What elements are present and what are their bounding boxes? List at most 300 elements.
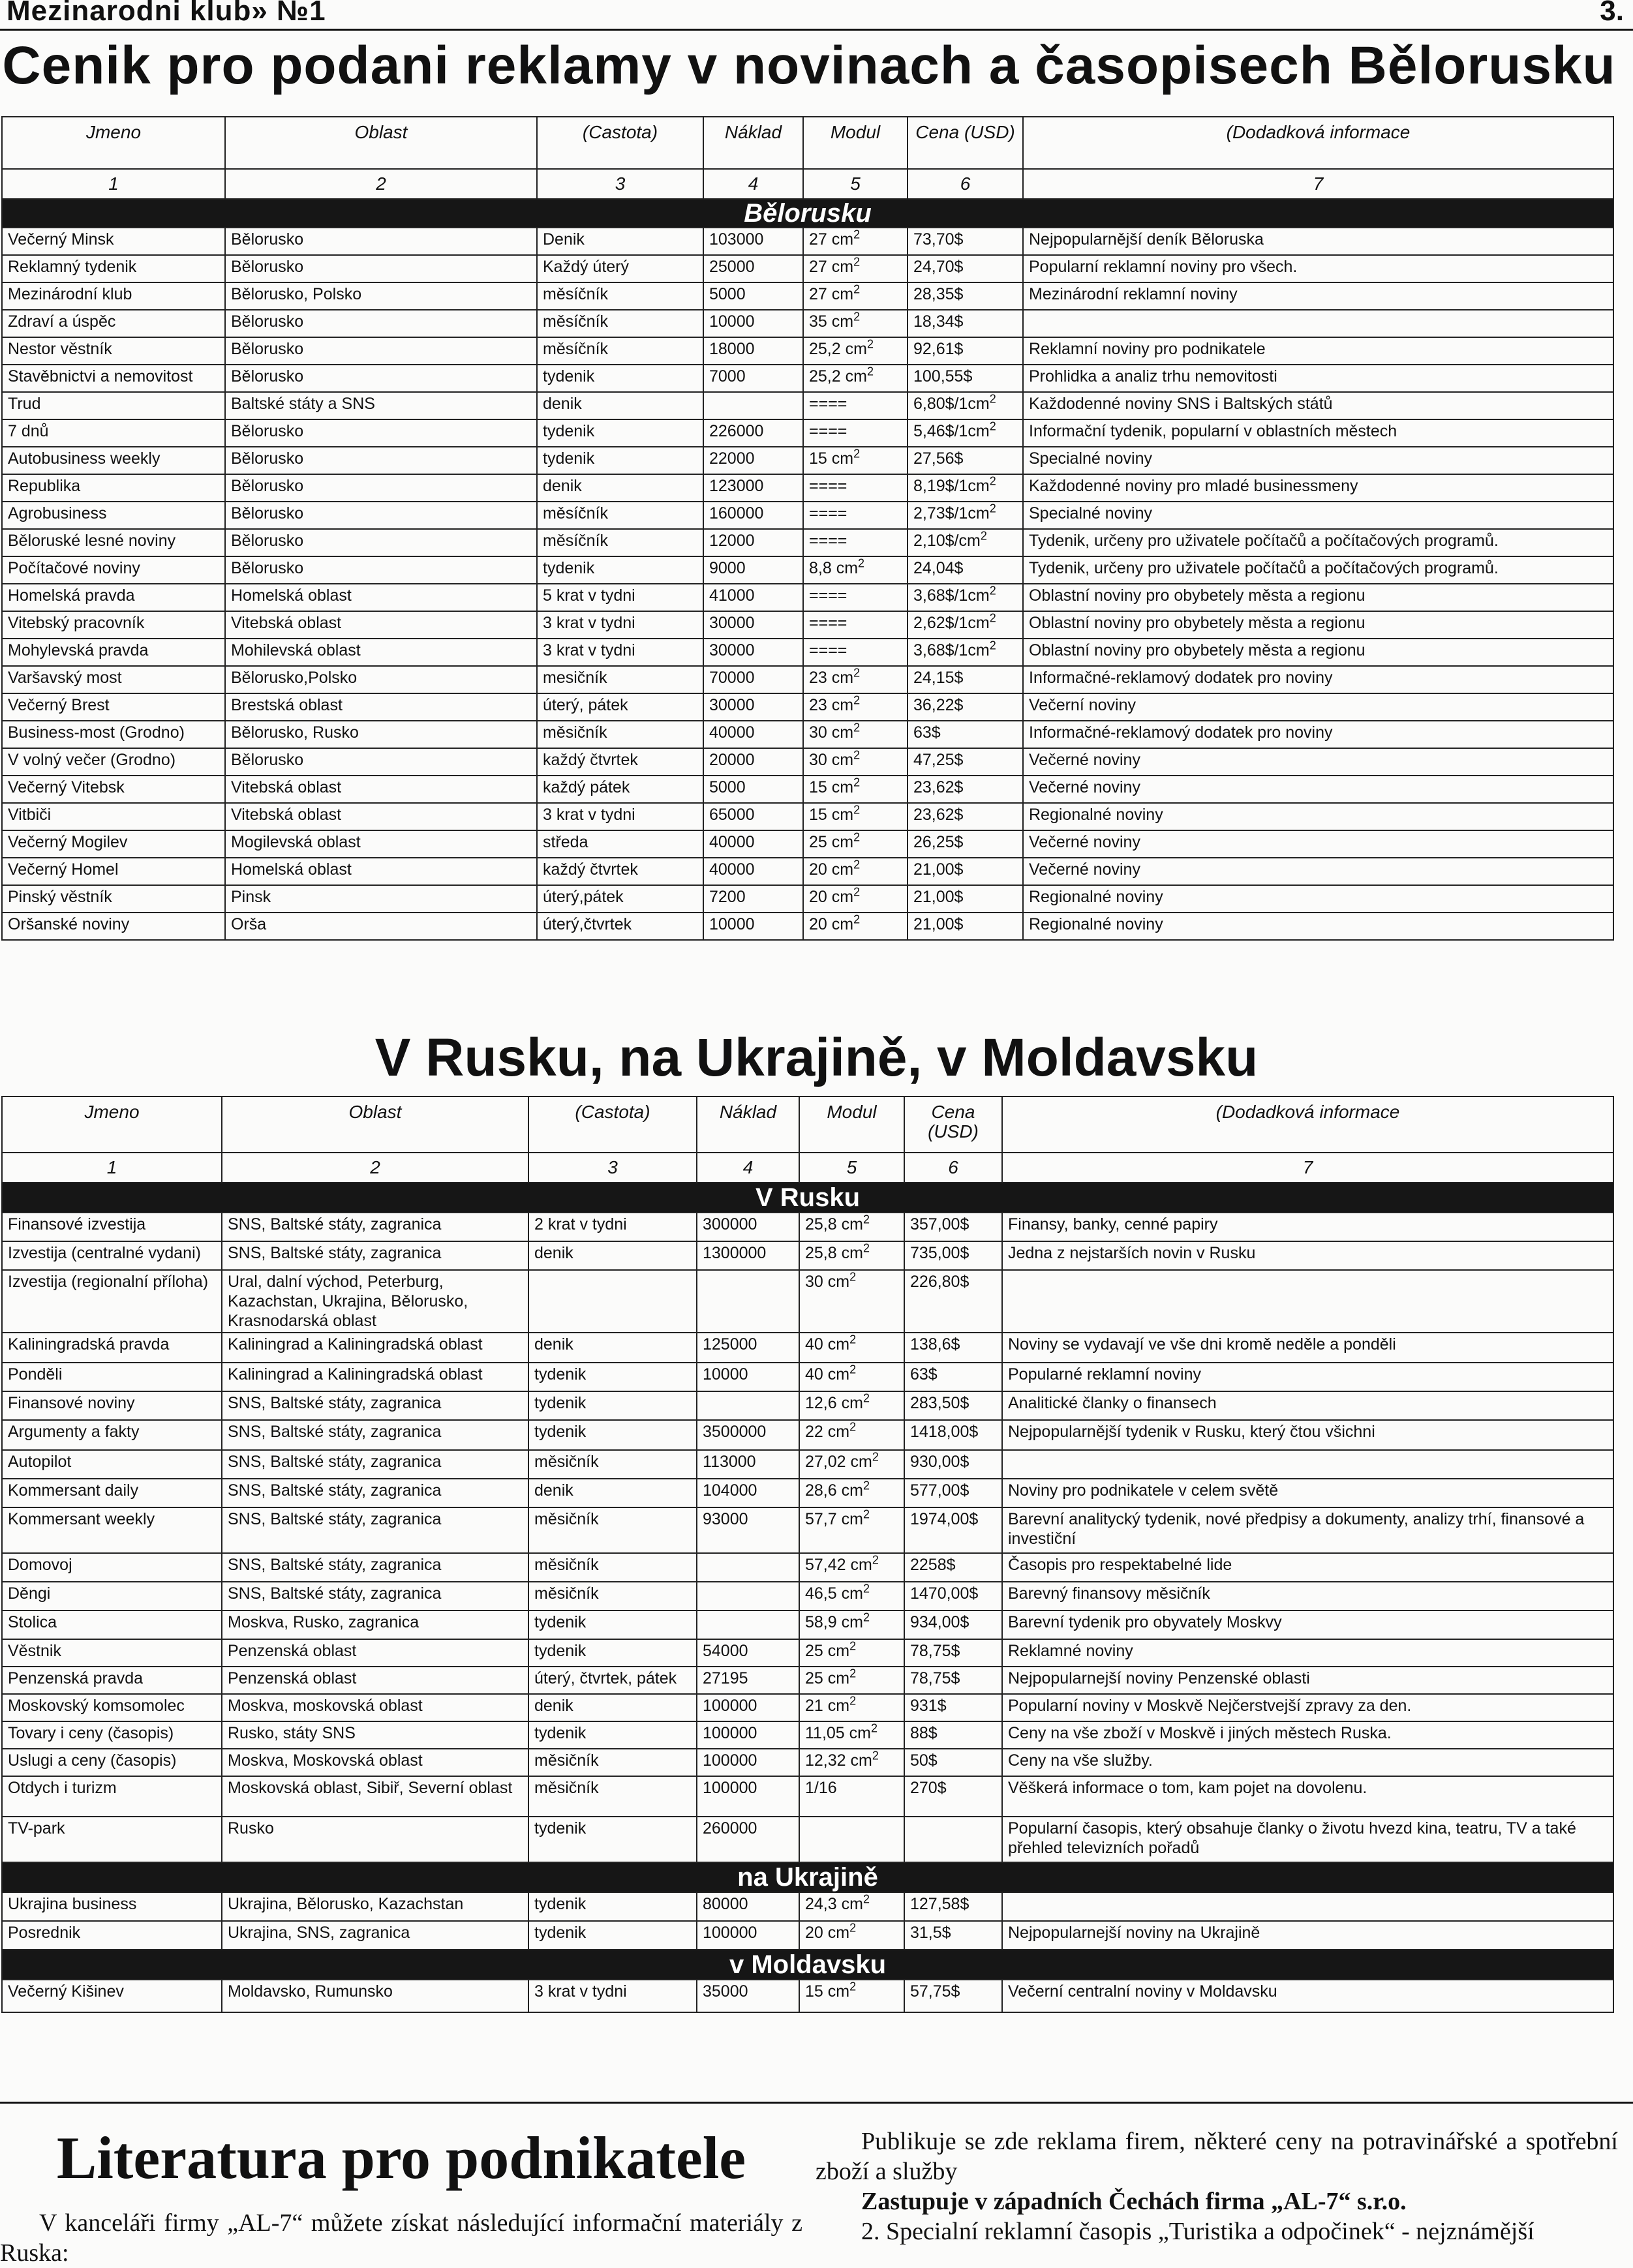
cell-module: 21 $cm^2$ [799, 1694, 904, 1721]
cell-module: ==== [803, 529, 908, 556]
cell-info: Informačné-reklamový dodatek pro noviny [1023, 666, 1613, 693]
col-number: 4 [697, 1153, 799, 1183]
header-journal-name: Mezinarodni klub» №1 [7, 0, 326, 27]
table-row [2, 885, 1613, 913]
cell-circulation: 3500000 [697, 1420, 799, 1450]
table-row [2, 1582, 1613, 1610]
cell-circulation: 100000 [697, 1921, 799, 1950]
cell-module: 25 $cm^2$ [799, 1667, 904, 1694]
cell-name: Izvestija (centralné vydani) [2, 1241, 222, 1270]
cell-circulation: 30000 [703, 693, 803, 721]
cell-region: Brestská oblast [225, 693, 537, 721]
cell-name: Děngi [2, 1582, 222, 1610]
cell-name: Penzenská pravda [2, 1667, 222, 1694]
cell-frequency: 3 krat v tydni [537, 639, 703, 666]
cell-module: 23 $cm^2$ [803, 666, 908, 693]
cell-info: Oblastní noviny pro obybetely města a regionu [1023, 584, 1613, 611]
table-row [2, 1270, 1613, 1333]
cell-frequency: tydenik [528, 1721, 697, 1749]
table-row [2, 803, 1613, 830]
cell-name: Kommersant weekly [2, 1507, 222, 1553]
cell-frequency: měsičník [528, 1582, 697, 1610]
cell-info: Večerní centralní noviny v Moldavsku [1002, 1980, 1613, 2012]
cell-price: $6,80\$/1cm^2$ [908, 392, 1023, 419]
cell-name: Autobusiness weekly [2, 447, 225, 474]
cell-region: SNS, Baltské státy, zagranica [222, 1479, 528, 1507]
superscript: 2 [853, 228, 861, 241]
cell-info: Popularní noviny v Moskvě Nejčerstvejší zpravy za den. [1002, 1694, 1613, 1721]
table-row [2, 1391, 1613, 1420]
superscript: 2 [862, 1892, 870, 1906]
cell-info: Finansy, banky, cenné papiry [1002, 1213, 1613, 1241]
cell-price: 78,75$ [904, 1667, 1002, 1694]
cell-price: 73,70$ [908, 228, 1023, 255]
cell-circulation: 40000 [703, 721, 803, 748]
superscript: 2 [862, 1213, 870, 1226]
cell-price: 24,70$ [908, 255, 1023, 282]
col-header-info: (Dodadková informace [1002, 1096, 1613, 1153]
cell-circulation: 70000 [703, 666, 803, 693]
superscript: 2 [853, 776, 861, 789]
cell-circulation: 123000 [703, 474, 803, 502]
cell-frequency: 3 krat v tydni [537, 803, 703, 830]
cell-module: 20 $cm^2$ [803, 858, 908, 885]
header-row [2, 1096, 1613, 1153]
cell-name: 7 dnů [2, 419, 225, 447]
table-row [2, 1980, 1613, 2012]
table-row [2, 1667, 1613, 1694]
cell-circulation [697, 1553, 799, 1582]
superscript: 2 [853, 885, 861, 899]
cell-frequency: měsičník [537, 721, 703, 748]
cell-price: 92,61$ [908, 337, 1023, 365]
cell-info: Reklamné noviny [1002, 1639, 1613, 1667]
cell-module: 40 $cm^2$ [799, 1363, 904, 1391]
cell-region: Moskva, moskovská oblast [222, 1694, 528, 1721]
superscript: 2 [989, 611, 996, 625]
cell-module: 27,02 $cm^2$ [799, 1450, 904, 1479]
table-row [2, 392, 1613, 419]
cell-info: Specialné noviny [1023, 447, 1613, 474]
cell-frequency: měsíčník [537, 529, 703, 556]
col-number: 1 [2, 169, 225, 199]
superscript: 2 [849, 1667, 857, 1680]
cell-name: Trud [2, 392, 225, 419]
cell-name: Ponděli [2, 1363, 222, 1391]
col-header-name: Jmeno [2, 117, 225, 169]
col-number: 5 [799, 1153, 904, 1183]
cell-info: Každodenné noviny pro mladé businessmeny [1023, 474, 1613, 502]
superscript: 2 [853, 282, 861, 296]
cell-price: 577,00$ [904, 1479, 1002, 1507]
cell-frequency: středa [537, 830, 703, 858]
cell-name: Věstnik [2, 1639, 222, 1667]
table-row [2, 419, 1613, 447]
table-row [2, 1213, 1613, 1241]
col-number: 3 [537, 169, 703, 199]
cell-circulation: 22000 [703, 447, 803, 474]
table-row [2, 365, 1613, 392]
cell-price: 28,35$ [908, 282, 1023, 310]
cell-price: 23,62$ [908, 803, 1023, 830]
cell-module: 35 $cm^2$ [803, 310, 908, 337]
superscript: 2 [872, 1749, 879, 1762]
table-row [2, 1921, 1613, 1950]
superscript: 2 [866, 337, 874, 351]
cell-name: Nestor věstník [2, 337, 225, 365]
cell-module: 15 $cm^2$ [803, 447, 908, 474]
cell-name: Uslugi a ceny (časopis) [2, 1749, 222, 1776]
cell-price: $3,68\$/1cm^2$ [908, 639, 1023, 666]
cell-frequency: každý pátek [537, 776, 703, 803]
superscript: 2 [853, 830, 861, 844]
cell-region: Bělorusko [225, 556, 537, 584]
superscript: 2 [862, 1241, 870, 1255]
right-paragraph-1: Publikuje se zde reklama firem, některé ceny na potravinářské a spotřební zboží a služby [816, 2128, 1618, 2185]
col-header-region: Oblast [225, 117, 537, 169]
cell-info: Oblastní noviny pro obybetely města a regionu [1023, 611, 1613, 639]
table-row [2, 228, 1613, 255]
cell-info: Barevní analitycký tydenik, nové předpisy a dokumenty, analizy trhí, finansové a investiční [1002, 1507, 1613, 1553]
col-number: 4 [703, 169, 803, 199]
col-header-price: Cena (USD) [908, 117, 1023, 169]
cell-info [1002, 1450, 1613, 1479]
cell-region: Moldavsko, Rumunsko [222, 1980, 528, 2012]
col-number: 2 [222, 1153, 528, 1183]
cell-price: 47,25$ [908, 748, 1023, 776]
cell-circulation: 80000 [697, 1892, 799, 1921]
cell-info: Tydenik, určeny pro uživatele počítačů a počítačových programů. [1023, 529, 1613, 556]
table-row [2, 1553, 1613, 1582]
cell-region: Moskovská oblast, Sibiř, Severní oblast [222, 1776, 528, 1817]
cell-price: 88$ [904, 1721, 1002, 1749]
cell-region: Mogilevská oblast [225, 830, 537, 858]
cell-circulation: 1300000 [697, 1241, 799, 1270]
cell-price: $3,68\$/1cm^2$ [908, 584, 1023, 611]
cell-price: 1418,00$ [904, 1420, 1002, 1450]
cell-name: Domovoj [2, 1553, 222, 1582]
superscript: 2 [870, 1721, 878, 1735]
cell-name: Večerný Vitebsk [2, 776, 225, 803]
cell-module: 15 $cm^2$ [803, 803, 908, 830]
cell-circulation: 7000 [703, 365, 803, 392]
cell-price: 26,25$ [908, 830, 1023, 858]
cell-name: Ukrajina business [2, 1892, 222, 1921]
right-paragraph-2: Zastupuje v západních Čechách firma „AL-7“ s.r.o. [861, 2188, 1407, 2215]
cell-name: Autopilot [2, 1450, 222, 1479]
header-divider [0, 29, 1633, 31]
cell-module: ==== [803, 502, 908, 529]
superscript: 2 [849, 1363, 857, 1376]
cell-info: Večerné noviny [1023, 858, 1613, 885]
superscript: 2 [849, 1333, 857, 1346]
cell-frequency: denik [537, 392, 703, 419]
superscript: 2 [853, 255, 861, 269]
section-row [2, 199, 1613, 228]
cell-price: 226,80$ [904, 1270, 1002, 1333]
cell-region: Bělorusko [225, 502, 537, 529]
cell-module: ==== [803, 474, 908, 502]
cell-frequency: měsíčník [537, 282, 703, 310]
superscript: 2 [853, 913, 861, 926]
section-russia: V Rusku [2, 1183, 1613, 1213]
cell-info: Noviny pro podnikatele v celem světě [1002, 1479, 1613, 1507]
cell-circulation [697, 1270, 799, 1333]
cell-circulation: 100000 [697, 1776, 799, 1817]
cell-name: Moskovský komsomolec [2, 1694, 222, 1721]
table-row [2, 1694, 1613, 1721]
cell-info: Nejpopularnější deník Běloruska [1023, 228, 1613, 255]
cell-region: SNS, Baltské státy, zagranica [222, 1507, 528, 1553]
cell-frequency: tydenik [537, 556, 703, 584]
cell-circulation [697, 1582, 799, 1610]
cell-circulation: 10000 [703, 913, 803, 940]
cell-name: Večerný Mogilev [2, 830, 225, 858]
superscript: 2 [853, 310, 861, 324]
cell-circulation: 65000 [703, 803, 803, 830]
cell-circulation: 260000 [697, 1817, 799, 1862]
cell-circulation: 5000 [703, 282, 803, 310]
cell-info: Regionalné noviny [1023, 885, 1613, 913]
cell-name: Vitebský pracovník [2, 611, 225, 639]
cell-info: Časopis pro respektabelné lide [1002, 1553, 1613, 1582]
cell-circulation: 125000 [697, 1333, 799, 1363]
cell-circulation: 41000 [703, 584, 803, 611]
cell-module: 57,7 $cm^2$ [799, 1507, 904, 1553]
cell-info: Informačné-reklamový dodatek pro noviny [1023, 721, 1613, 748]
cell-price: 21,00$ [908, 885, 1023, 913]
cell-region: Moskva, Rusko, zagranica [222, 1610, 528, 1639]
cell-name: Zdraví a úspěc [2, 310, 225, 337]
cell-info: Barevný finansovy měsičník [1002, 1582, 1613, 1610]
cell-region: SNS, Baltské státy, zagranica [222, 1420, 528, 1450]
table-row [2, 693, 1613, 721]
table-row [2, 776, 1613, 803]
cell-price: 138,6$ [904, 1333, 1002, 1363]
cell-info: Reklamní noviny pro podnikatele [1023, 337, 1613, 365]
cell-circulation: 9000 [703, 556, 803, 584]
cell-price: 930,00$ [904, 1450, 1002, 1479]
cell-module: 1/16 [799, 1776, 904, 1817]
cell-info: Popularné reklamní noviny [1002, 1363, 1613, 1391]
cell-circulation: 10000 [697, 1363, 799, 1391]
col-number: 5 [803, 169, 908, 199]
cell-region: Bělorusko [225, 474, 537, 502]
cell-module: 25,2 $cm^2$ [803, 365, 908, 392]
cell-info: Popularní časopis, který obsahuje članky o životu hvezd kina, teatru, TV a také přehled televizních pořadů [1002, 1817, 1613, 1862]
cell-region: Bělorusko, Rusko [225, 721, 537, 748]
cell-name: Varšavský most [2, 666, 225, 693]
cell-frequency [528, 1270, 697, 1333]
superscript: 2 [858, 556, 865, 570]
cell-price: 57,75$ [904, 1980, 1002, 2012]
cell-module: 25,8 $cm^2$ [799, 1213, 904, 1241]
table-row [2, 502, 1613, 529]
cell-module: 58,9 $cm^2$ [799, 1610, 904, 1639]
cell-info: Ceny na vše služby. [1002, 1749, 1613, 1776]
cell-region: Moskva, Moskovská oblast [222, 1749, 528, 1776]
cell-circulation: 30000 [703, 639, 803, 666]
cell-module: ==== [803, 392, 908, 419]
table-row [2, 1333, 1613, 1363]
cell-module: 30 $cm^2$ [799, 1270, 904, 1333]
table-row [2, 556, 1613, 584]
cell-region: Homelská oblast [225, 584, 537, 611]
cell-info [1002, 1270, 1613, 1333]
cell-circulation: 103000 [703, 228, 803, 255]
cell-region: Ukrajina, Bělorusko, Kazachstan [222, 1892, 528, 1921]
table-row [2, 474, 1613, 502]
superscript: 2 [849, 1694, 857, 1708]
col-header-frequency: (Castota) [537, 117, 703, 169]
cell-region: Ukrajina, SNS, zagranica [222, 1921, 528, 1950]
cell-circulation: 100000 [697, 1749, 799, 1776]
col-number: 6 [904, 1153, 1002, 1183]
cell-price: 50$ [904, 1749, 1002, 1776]
cell-name: Tovary i ceny (časopis) [2, 1721, 222, 1749]
table-russia-ukraine-moldova [1, 1096, 1614, 2013]
cell-module: 12,32 $cm^2$ [799, 1749, 904, 1776]
cell-name: Běloruské lesné noviny [2, 529, 225, 556]
cell-info: Ceny na vše zboží v Moskvě i jiných městech Ruska. [1002, 1721, 1613, 1749]
section-belarus: Bělorusku [2, 199, 1613, 228]
cell-region: Bělorusko,Polsko [225, 666, 537, 693]
cell-name: Stavěbnictvi a nemovitost [2, 365, 225, 392]
cell-frequency: denik [528, 1479, 697, 1507]
table-row [2, 639, 1613, 666]
superscript: 2 [989, 392, 996, 406]
cell-frequency: měsičník [528, 1776, 697, 1817]
superscript: 2 [853, 721, 861, 734]
col-number: 3 [528, 1153, 697, 1183]
cell-module: 30 $cm^2$ [803, 721, 908, 748]
table-row [2, 337, 1613, 365]
cell-info [1023, 310, 1613, 337]
superscript: 2 [853, 748, 861, 762]
cell-frequency: měsičník [528, 1749, 697, 1776]
table-row [2, 1420, 1613, 1450]
cell-name: Mohylevská pravda [2, 639, 225, 666]
cell-name: Kaliningradská pravda [2, 1333, 222, 1363]
cell-info: Popularní reklamní noviny pro všech. [1023, 255, 1613, 282]
superscript: 2 [989, 584, 996, 597]
cell-circulation: 12000 [703, 529, 803, 556]
cell-price: 934,00$ [904, 1610, 1002, 1639]
cell-name: Večerný Brest [2, 693, 225, 721]
cell-price: $2,10\$/cm^2$ [908, 529, 1023, 556]
column-number-row [2, 1153, 1613, 1183]
cell-circulation: 5000 [703, 776, 803, 803]
cell-info: Nejpopularnější tydenik v Rusku, který čtou všichni [1002, 1420, 1613, 1450]
cell-region: Bělorusko [225, 255, 537, 282]
cell-price: 931$ [904, 1694, 1002, 1721]
cell-region: Bělorusko, Polsko [225, 282, 537, 310]
cell-frequency: tydenik [528, 1892, 697, 1921]
col-header-info: (Dodadková informace [1023, 117, 1613, 169]
cell-module: ==== [803, 584, 908, 611]
cell-frequency: měsičník [528, 1507, 697, 1553]
cell-region: SNS, Baltské státy, zagranica [222, 1241, 528, 1270]
cell-name: Posrednik [2, 1921, 222, 1950]
footer-divider [0, 2102, 1633, 2104]
cell-region: SNS, Baltské státy, zagranica [222, 1213, 528, 1241]
cell-info: Regionalné noviny [1023, 803, 1613, 830]
cell-region: SNS, Baltské státy, zagranica [222, 1553, 528, 1582]
cell-region: Bělorusko [225, 419, 537, 447]
cell-region: Kaliningrad a Kaliningradská oblast [222, 1363, 528, 1391]
superscript: 2 [980, 529, 987, 543]
cell-circulation: 35000 [697, 1980, 799, 2012]
cell-module: ==== [803, 611, 908, 639]
col-header-name: Jmeno [2, 1096, 222, 1153]
cell-module: ==== [803, 639, 908, 666]
cell-name: Večerný Homel [2, 858, 225, 885]
table-row [2, 1776, 1613, 1817]
table-row [2, 1639, 1613, 1667]
cell-circulation: 30000 [703, 611, 803, 639]
cell-region: Homelská oblast [225, 858, 537, 885]
col-header-region: Oblast [222, 1096, 528, 1153]
superscript: 2 [849, 1980, 857, 1993]
cell-region: SNS, Baltské státy, zagranica [222, 1391, 528, 1420]
cell-name: Business-most (Grodno) [2, 721, 225, 748]
right-paragraph-3: 2. Specialní reklamní časopis „Turistika a odpočinek“ - nejznámější [861, 2218, 1534, 2245]
cell-region: Baltské státy a SNS [225, 392, 537, 419]
superscript: 2 [853, 693, 861, 707]
cell-info: Večerné noviny [1023, 748, 1613, 776]
cell-price: 24,15$ [908, 666, 1023, 693]
cell-circulation: 100000 [697, 1694, 799, 1721]
table-row [2, 282, 1613, 310]
superscript: 2 [989, 474, 996, 488]
table-row [2, 1479, 1613, 1507]
superscript: 2 [866, 365, 874, 378]
cell-region: Rusko [222, 1817, 528, 1862]
cell-frequency: tydenik [537, 419, 703, 447]
table-row [2, 1892, 1613, 1921]
cell-module: 23 $cm^2$ [803, 693, 908, 721]
cell-circulation: 27195 [697, 1667, 799, 1694]
cell-info: Nejpopularnejší noviny na Ukrajině [1002, 1921, 1613, 1950]
cell-region: SNS, Baltské státy, zagranica [222, 1450, 528, 1479]
cell-info: Večerní noviny [1023, 693, 1613, 721]
cell-module: 57,42 $cm^2$ [799, 1553, 904, 1582]
cell-info: Večerné noviny [1023, 830, 1613, 858]
cell-circulation: 93000 [697, 1507, 799, 1553]
cell-region: Bělorusko [225, 365, 537, 392]
cell-info: Informační tydenik, popularní v oblastních městech [1023, 419, 1613, 447]
cell-frequency: měsíčník [537, 310, 703, 337]
title-russia-ukraine-moldova: V Rusku, na Ukrajině, v Moldavsku [374, 1028, 1259, 1087]
table-row [2, 913, 1613, 940]
table-row [2, 584, 1613, 611]
cell-name: Izvestija (regionalní příloha) [2, 1270, 222, 1333]
cell-name: Argumenty a fakty [2, 1420, 222, 1450]
cell-price: $2,62\$/1cm^2$ [908, 611, 1023, 639]
section-moldova: v Moldavsku [2, 1950, 1613, 1980]
cell-price: 270$ [904, 1776, 1002, 1817]
cell-region: Vitebská oblast [225, 803, 537, 830]
superscript: 2 [872, 1553, 879, 1567]
table-row [2, 611, 1613, 639]
cell-module: 20 $cm^2$ [803, 913, 908, 940]
table-row [2, 666, 1613, 693]
cell-circulation: 7200 [703, 885, 803, 913]
cell-frequency: denik [537, 474, 703, 502]
cell-frequency: tydenik [528, 1420, 697, 1450]
cell-price: 100,55$ [908, 365, 1023, 392]
cell-region: Bělorusko [225, 228, 537, 255]
